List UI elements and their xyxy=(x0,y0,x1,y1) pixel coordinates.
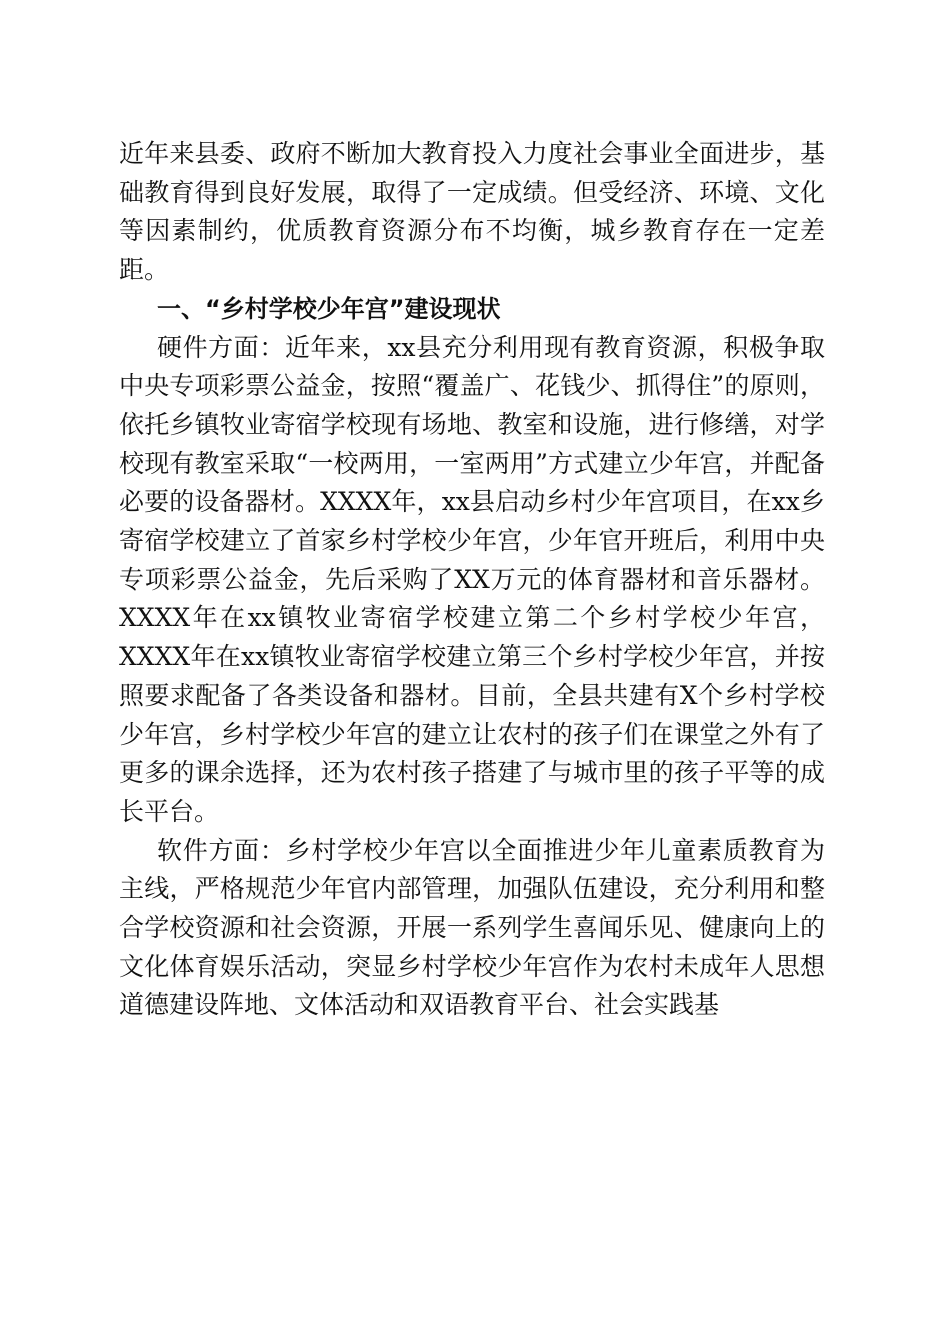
software-paragraph: 软件方面：乡村学校少年宫以全面推进少年儿童素质教育为主线，严格规范少年官内部管理，加强队伍建设，充分利用和整合学校资源和社会资源，开展一系列学生喜闻乐见、健康向上的文化体育娱乐活动，突显乡村学校少年宫作为农村未成年人思想道德建设阵地、文体活动和双语教育平台、社会实践基 xyxy=(119,835,825,1020)
section-heading: 一、“乡村学校少年宫”建设现状 xyxy=(157,294,501,323)
hardware-paragraph: 硬件方面：近年来，xx县充分利用现有教育资源，积极争取中央专项彩票公益金，按照“覆盖广、花钱少、抓得住”的原则，依托乡镇牧业寄宿学校现有场地、教室和设施，进行修缮，对学校现有教室采取“一校两用，一室两用”方式建立少年宫，并配备必要的设备器材。XXXX年，xx县启动乡村少年宫项目，在xx乡寄宿学校建立了首家乡村学校少年宫，少年官开班后，利用中央专项彩票公益金，先后采购了XX万元的体育器材和音乐器材。XXXX年在xx镇牧业寄宿学校建立第二个乡村学校少年宫，XXXX年在xx镇牧业寄宿学校建立第三个乡村学校少年宫，并按照要求配备了各类设备和器材。目前，全县共建有X个乡村学校少年宫，乡村学校少年宫的建立让农村的孩子们在课堂之外有了更多的课余选择，还为农村孩子搭建了与城市里的孩子平等的成长平台。 xyxy=(119,332,825,826)
document-body xyxy=(119,135,825,1025)
intro-paragraph: 近年来县委、政府不断加大教育投入力度社会事业全面进步，基础教育得到良好发展，取得了一定成绩。但受经济、环境、文化等因素制约，优质教育资源分布不均衡，城乡教育存在一定差距。 xyxy=(119,139,825,285)
